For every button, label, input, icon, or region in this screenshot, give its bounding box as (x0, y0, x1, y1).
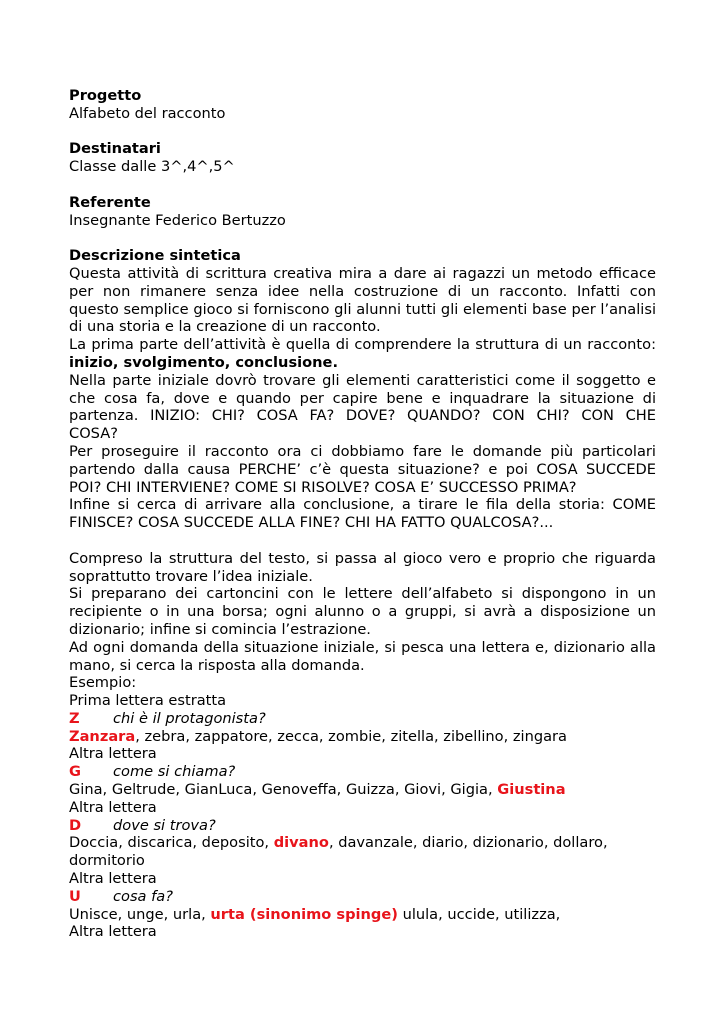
example-words-continued: dormitorio (69, 852, 145, 870)
example-words: Zanzara, zebra, zappatore, zecca, zombie, zitella, zibellino, zingara (69, 727, 568, 745)
example-question-row (69, 763, 656, 781)
altra-lettera-label: Altra lettera (69, 798, 157, 816)
example-words: Gina, Geltrude, GianLuca, Genoveffa, Guizza, Giovi, Gigia, Giustina (69, 781, 566, 799)
altra-lettera-label: Altra lettera (69, 870, 157, 888)
text-line: Compreso la struttura del testo, si passa al gioco vero e proprio che riguarda (69, 549, 656, 567)
example-letter: Z (69, 709, 80, 727)
descrizione-paragraph-4 (69, 443, 656, 496)
gioco-paragraph-2 (69, 585, 656, 638)
descrizione-paragraph-1 (69, 265, 656, 336)
example-question: dove si trova? (113, 816, 216, 834)
text-line: partenza. INIZIO: CHI? COSA FA? DOVE? QUANDO? CON CHI? CON CHE (69, 407, 656, 425)
document-page (69, 87, 656, 941)
gioco-paragraph-3 (69, 639, 656, 675)
text-line: che cosa fa, dove e quando per capire bene e inquadrare la situazione di (69, 389, 656, 407)
example-letter: D (69, 816, 82, 834)
esempio-label: Esempio: (69, 674, 137, 692)
structure-bold-text: inizio, svolgimento, conclusione. (69, 353, 338, 371)
example-words: Doccia, discarica, deposito, divano, davanzale, diario, dizionario, dollaro, (69, 834, 608, 852)
destinatari-value: Classe dalle 3^,4^,5^ (69, 158, 235, 176)
text-line: recipiente o in una borsa; ogni alunno o a gruppi, si avrà a disposizione un (69, 603, 656, 621)
text-line: Ad ogni domanda della situazione iniziale, si pesca una lettera e, dizionario alla (69, 638, 656, 656)
example-words: Unisce, unge, urla, urta (sinonimo spinge) ulula, uccide, utilizza, (69, 905, 561, 923)
text-line: Per proseguire il racconto ora ci dobbiamo fare le domande più particolari (69, 442, 656, 460)
text-line: mano, si cerca la risposta alla domanda. (69, 656, 365, 674)
example-letter: U (69, 887, 81, 905)
example-question: come si chiama? (113, 763, 236, 781)
example-question: cosa fa? (113, 887, 173, 905)
descrizione-paragraph-5 (69, 496, 656, 532)
descrizione-heading: Descrizione sintetica (69, 247, 241, 265)
progetto-value: Alfabeto del racconto (69, 104, 226, 122)
text-line: di una storia e la creazione di un racconto. (69, 318, 381, 336)
text-line: FINISCE? COSA SUCCEDE ALLA FINE? CHI HA FATTO QUALCOSA?... (69, 514, 554, 532)
example-chosen-word: Giustina (497, 781, 566, 799)
referente-value: Insegnante Federico Bertuzzo (69, 211, 286, 229)
referente-heading: Referente (69, 193, 151, 211)
example-question-row (69, 888, 656, 906)
text-line: COSA? (69, 425, 118, 443)
example-question-row (69, 817, 656, 835)
text-line: Si preparano dei cartoncini con le lettere dell’alfabeto si dispongono in un (69, 585, 656, 603)
example-chosen-word: Zanzara (69, 727, 136, 745)
altra-lettera-label: Altra lettera (69, 923, 157, 941)
text-line: per non rimanere senza idee nella costruzione di un racconto. Infatti con (69, 282, 656, 300)
example-chosen-word: divano (273, 834, 329, 852)
descrizione-paragraph-3 (69, 372, 656, 443)
example-letter: G (69, 763, 81, 781)
prima-lettera-label: Prima lettera estratta (69, 692, 227, 710)
destinatari-heading: Destinatari (69, 140, 161, 158)
text-line: Infine si cerca di arrivare alla conclusione, a tirare le fila della storia: COME (69, 496, 656, 514)
altra-lettera-label: Altra lettera (69, 745, 157, 763)
text-line: POI? CHI INTERVIENE? COME SI RISOLVE? COSA E’ SUCCESSO PRIMA? (69, 478, 577, 496)
text-line: La prima parte dell’attività è quella di comprendere la struttura di un racconto: (69, 336, 656, 354)
descrizione-paragraph-2 (69, 336, 656, 372)
example-question-row (69, 710, 656, 728)
example-chosen-word: urta (sinonimo spinge) (210, 905, 398, 923)
text-line: Questa attività di scrittura creativa mira a dare ai ragazzi un metodo efficace (69, 264, 656, 282)
text-line: dizionario; infine si comincia l’estrazione. (69, 620, 371, 638)
text-line: questo semplice gioco si forniscono gli alunni tutti gli elementi base per l’analisi (69, 300, 656, 318)
text-line: soprattutto trovare l’idea iniziale. (69, 567, 313, 585)
progetto-heading: Progetto (69, 87, 142, 104)
text-line: Nella parte iniziale dovrò trovare gli elementi caratteristici come il soggetto e (69, 371, 656, 389)
gioco-paragraph-1 (69, 550, 656, 586)
example-question: chi è il protagonista? (113, 709, 266, 727)
text-line: partendo dalla causa PERCHE’ c’è questa situazione? e poi COSA SUCCEDE (69, 460, 656, 478)
